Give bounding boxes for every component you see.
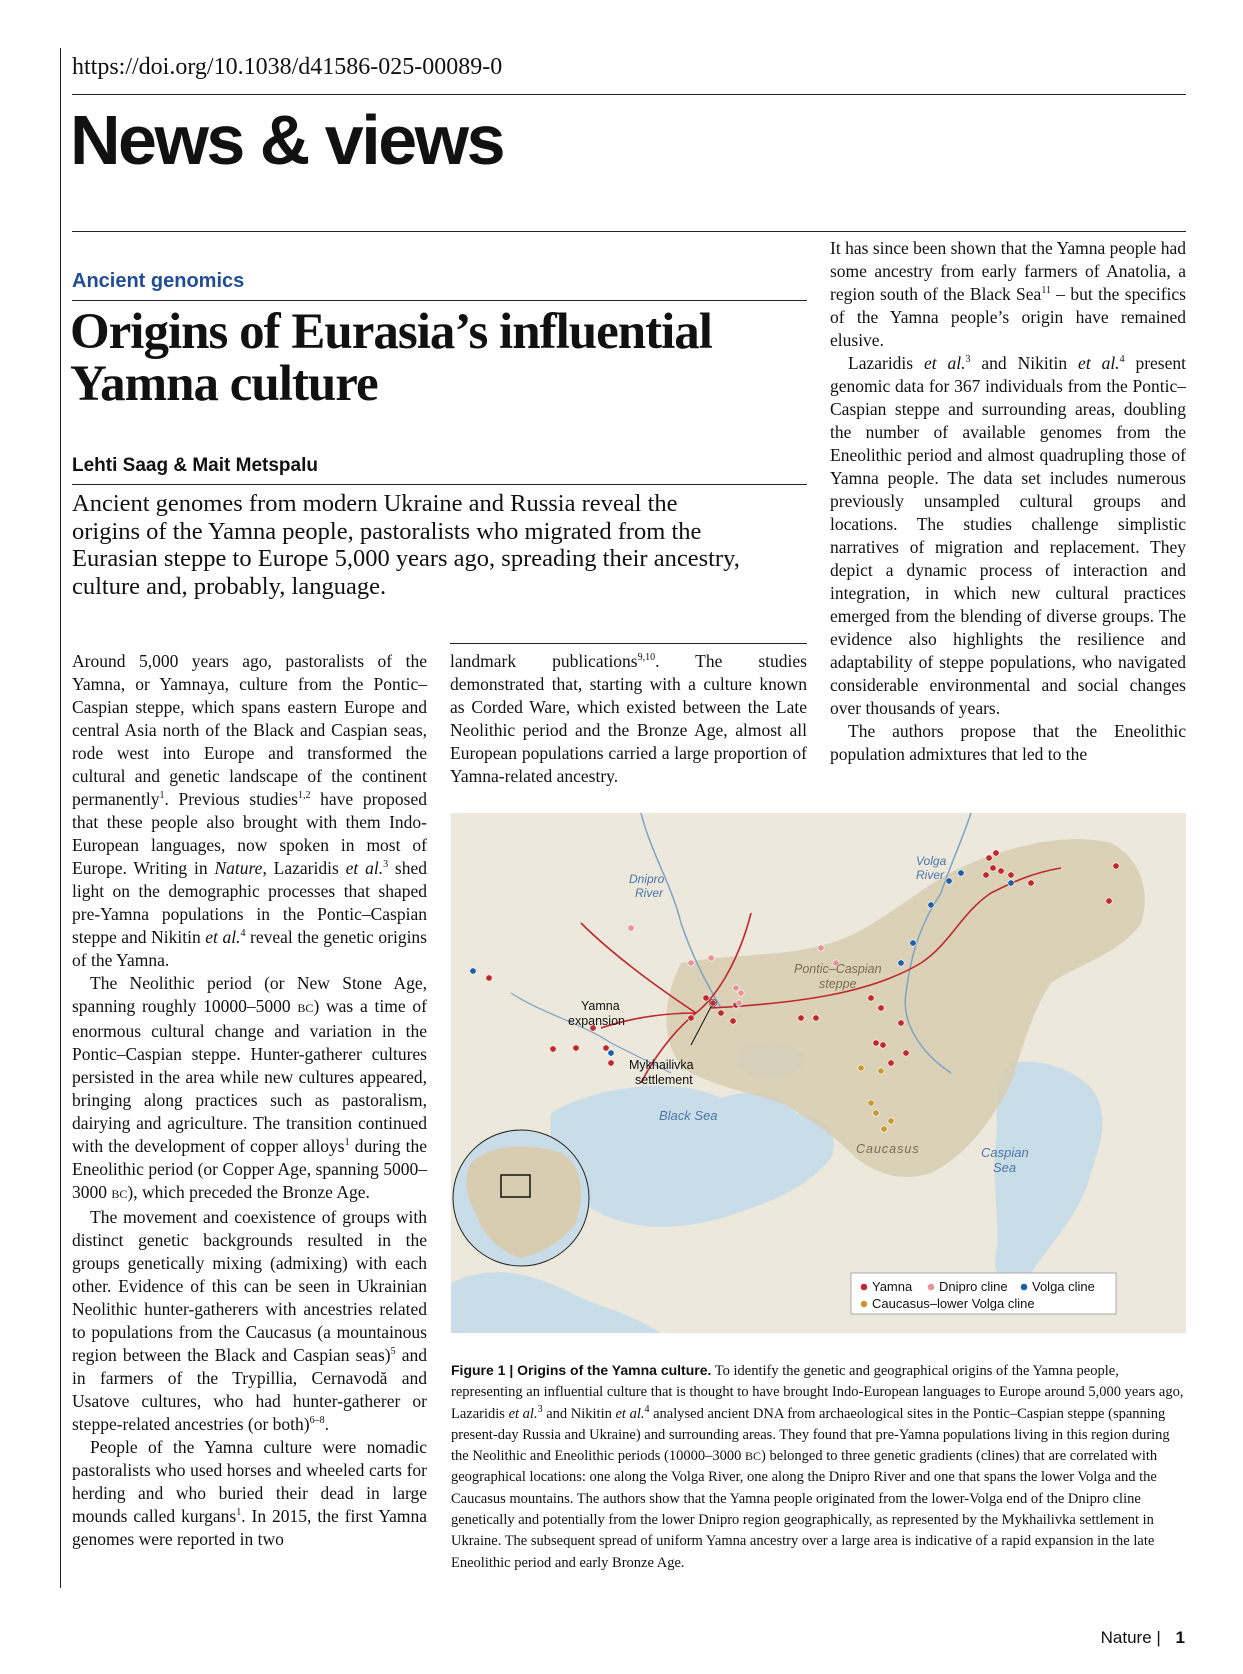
ref-sup[interactable]: 9,10	[637, 652, 656, 664]
label-caucasus: Caucasus	[856, 1142, 920, 1156]
site-dot	[990, 865, 996, 871]
inset-globe	[453, 1130, 589, 1266]
paragraph: Around 5,000 years ago, pastoralists of the Yamna, or Yamnaya, culture from the Pontic–Caspian steppe, which spans eastern Europe and central Asia north of the Black and Caspian seas, rode west into Europe and transformed the cultural and genetic landscape of the continent permanently$^1$. Previous studies$^{1,2}$ have proposed that these people also brought with them Indo-European languages, now spoken in most of Europe. Writing in Nature, Lazaridis et al.$^3$ shed light on the demographic processes that shaped pre-Yamna populations in the Pontic–Caspian steppe and Nikitin et al.$^4$ reveal the genetic origins of the Yamna.	[72, 651, 427, 970]
site-dot	[718, 1010, 724, 1016]
figure-caption: Figure 1 | Origins of the Yamna culture. To identify the genetic and geographical origins of the Yamna people, representing an influential culture that is thought to have brought Indo-European languages to Europe around 5,000 years ago, Lazaridis et al.$^3$ and Nikitin et al.$^4$ analysed ancient DNA from archaeological sites in the Pontic–Caspian steppe (spanning present-day Russia and Ukraine) and surrounding areas. They found that pre-Yamna populations living in this region during the Neolithic and Eneolithic periods (10000–3000 BC) belonged to three genetic gradients (clines) that are correlated with geographical locations: one along the Volga River, one along the Dnipro River and one that spans the lower Volga and the Caucasus mountains. The authors show that the Yamna people originated from the lower-Volga end of the Dnipro cline genetically and potentially from the lower Dnipro region geographically, as represented by the Mykhailivka settlement in Ukraine. The subsequent spread of uniform Yamna ancestry over a large area is indicative of a rapid expansion in the late Eneolithic period and early Bronze Age.	[451, 1362, 1184, 1571]
site-dot	[1113, 863, 1119, 869]
site-dot	[998, 868, 1004, 874]
site-dot	[993, 850, 999, 856]
site-dot	[573, 1045, 579, 1051]
left-margin-rule	[60, 48, 61, 1588]
legend-yamna: Yamna	[872, 1279, 913, 1294]
article-authors: Lehti Saag & Mait Metspalu	[72, 455, 318, 476]
ref-sup[interactable]: 1	[159, 790, 165, 802]
label-steppe: steppe	[819, 977, 857, 991]
paragraph: Lazaridis et al.$^3$ and Nikitin et al.$^4$ present genomic data for 367 individuals from the Pontic–Caspian steppe and surrounding areas, doubling the number of available genomes from the Eneolithic period and almost quadrupling those of Yamna people. The data set includes numerous previously unsampled cultural groups and locations. The studies challenge simplistic narratives of migration and replacement. They depict a dynamic process of interaction and integration, in which new cultural practices emerged from the blending of diverse groups. The evidence also highlights the resilience and adaptability of steppe populations, who navigated considerable environmental and social changes over thousands of years.	[830, 353, 1186, 718]
label-expansion: expansion	[568, 1014, 625, 1028]
site-dot	[736, 1000, 742, 1006]
site-dot	[603, 1045, 609, 1051]
site-dot	[708, 955, 714, 961]
label-mykhailivka: Mykhailivka	[629, 1058, 694, 1072]
paragraph: landmark publications$^{9,10}$. The studies demonstrated that, starting with a culture known as Corded Ware, which existed between the Late Neolithic period and the Bronze Age, almost all European populations carried a large proportion of Yamna-related ancestry.	[450, 651, 807, 786]
paragraph: The Neolithic period (or New Stone Age, spanning roughly 10000–5000 BC) was a time of enormous cultural change and variation in the Pontic–Caspian steppe. Hunter-gatherer cultures persisted in the area while new cultures appeared, bringing along practices such as pastoralism, dairying and agriculture. The transition continued with the development of copper alloys$^1$ during the Eneolithic period (or Copper Age, spanning 5000–3000 BC), which preceded the Bronze Age.	[72, 973, 427, 1202]
section-rule	[72, 300, 807, 301]
legend-caucasus: Caucasus–lower Volga cline	[872, 1296, 1035, 1311]
ref-sup[interactable]: 4	[644, 1403, 650, 1415]
site-dot	[710, 1000, 716, 1006]
site-dot	[910, 940, 916, 946]
site-dot	[1008, 880, 1014, 886]
site-dot	[888, 1060, 894, 1066]
ref-sup[interactable]: 4	[240, 928, 246, 940]
label-caspian-sea: Sea	[993, 1160, 1017, 1175]
label-dnipro: Dnipro	[629, 872, 665, 886]
site-dot	[1106, 898, 1112, 904]
ref-sup[interactable]: 3	[383, 859, 389, 871]
site-dot	[903, 1050, 909, 1056]
body-column-1	[72, 650, 427, 1551]
paragraph: It has since been shown that the Yamna people had some ancestry from early farmers of Anatolia, a region south of the Black Sea$^{11}$ – but the specifics of the Yamna people’s origin have remained elusive.	[830, 238, 1186, 350]
site-dot	[688, 960, 694, 966]
site-dot	[946, 878, 952, 884]
site-dot	[868, 1100, 874, 1106]
body-column-2	[450, 650, 807, 788]
column-rule	[450, 643, 807, 644]
figure-map	[451, 813, 1186, 1333]
site-dot	[703, 995, 709, 1001]
legend-dnipro: Dnipro cline	[939, 1279, 1008, 1294]
label-yamna: Yamna	[581, 999, 620, 1013]
site-dot	[898, 960, 904, 966]
site-dot	[888, 1118, 894, 1124]
ref-sup[interactable]: 3	[537, 1403, 543, 1415]
masthead: News & views	[70, 101, 503, 179]
site-dot	[878, 1068, 884, 1074]
site-dot	[628, 925, 634, 931]
site-dot	[550, 1046, 556, 1052]
article-headline: Origins of Eurasia’s influential Yamna culture	[70, 304, 712, 412]
label-dnipro-river: River	[635, 886, 664, 900]
legend-swatch-volga	[1021, 1284, 1028, 1291]
site-dot	[881, 1126, 887, 1132]
legend-swatch-dnipro	[928, 1284, 935, 1291]
site-dot	[873, 1040, 879, 1046]
site-dot	[813, 1015, 819, 1021]
site-dot	[898, 1020, 904, 1026]
site-dot	[986, 855, 992, 861]
legend-swatch-yamna	[861, 1284, 868, 1291]
paragraph: The authors propose that the Eneolithic population admixtures that led to the	[830, 721, 1186, 764]
site-dot	[818, 945, 824, 951]
site-dot	[880, 1042, 886, 1048]
page-footer: Nature | 1	[1100, 1628, 1185, 1647]
site-dot	[873, 1110, 879, 1116]
site-dot	[608, 1060, 614, 1066]
site-dot	[983, 872, 989, 878]
caption-label: Figure 1 | Origins of the Yamna culture.	[451, 1362, 712, 1378]
ref-sup[interactable]: 1	[344, 1137, 350, 1149]
legend-volga: Volga cline	[1032, 1279, 1095, 1294]
ref-sup[interactable]: 3	[965, 354, 971, 366]
ref-sup[interactable]: 6–8	[309, 1415, 325, 1427]
site-dot	[1028, 880, 1034, 886]
site-dot	[608, 1050, 614, 1056]
site-dot	[470, 968, 476, 974]
label-settlement: settlement	[635, 1073, 693, 1087]
top-rule	[72, 94, 1186, 95]
site-dot	[1008, 872, 1014, 878]
label-caspian: Caspian	[981, 1145, 1029, 1160]
map-legend	[851, 1273, 1116, 1314]
section-label: Ancient genomics	[72, 270, 245, 292]
site-dot	[928, 902, 934, 908]
masthead-rule	[72, 231, 1186, 232]
site-dot	[738, 990, 744, 996]
paragraph: People of the Yamna culture were nomadic pastoralists who used horses and wheeled carts for herding and who buried their dead in large mounds called kurgans$^1$. In 2015, the first Yamna genomes were reported in two	[72, 1437, 427, 1549]
doi-link[interactable]: https://doi.org/10.1038/d41586-025-00089-0	[72, 54, 503, 80]
site-dot	[730, 1018, 736, 1024]
paragraph: The movement and coexistence of groups with distinct genetic backgrounds resulted in the groups genetically mixing (admixing) with each other. Evidence of this can be seen in Ukrainian Neolithic hunter-gatherers with ancestries related to populations from the Caucasus (a mountainous region between the Black and Caspian seas)$^5$ and in farmers of the Trypillia, Cernavodă and Usatove cultures, who had hunter-gatherer or steppe-related ancestries (or both)$^{6-8}$.	[72, 1207, 427, 1434]
site-dot	[868, 995, 874, 1001]
site-dot	[858, 1065, 864, 1071]
footer-journal: Nature	[1100, 1628, 1152, 1647]
ref-sup[interactable]: 4	[1119, 354, 1125, 366]
authors-rule	[72, 484, 807, 485]
label-black-sea: Black Sea	[659, 1108, 718, 1123]
ref-sup[interactable]: 11	[1041, 285, 1051, 297]
page-number: 1	[1175, 1628, 1185, 1647]
label-volga: Volga	[916, 854, 947, 868]
site-dot	[486, 975, 492, 981]
ref-sup[interactable]: 1,2	[298, 790, 311, 802]
site-dot	[798, 1015, 804, 1021]
site-dot	[688, 1015, 694, 1021]
standfirst: Ancient genomes from modern Ukraine and Russia reveal the origins of the Yamna people, pastoralists who migrated from the Eurasian steppe to Europe 5,000 years ago, spreading their ancestry, culture and, probably, language.	[72, 490, 740, 600]
label-volga-river: River	[916, 868, 945, 882]
site-dot	[878, 1005, 884, 1011]
ref-sup[interactable]: 1	[236, 1507, 242, 1519]
site-dot	[733, 985, 739, 991]
body-column-3	[830, 237, 1186, 766]
legend-swatch-caucasus	[861, 1301, 868, 1308]
site-dot	[958, 870, 964, 876]
ref-sup[interactable]: 5	[390, 1346, 396, 1358]
label-pontic-caspian: Pontic–Caspian	[794, 962, 882, 976]
